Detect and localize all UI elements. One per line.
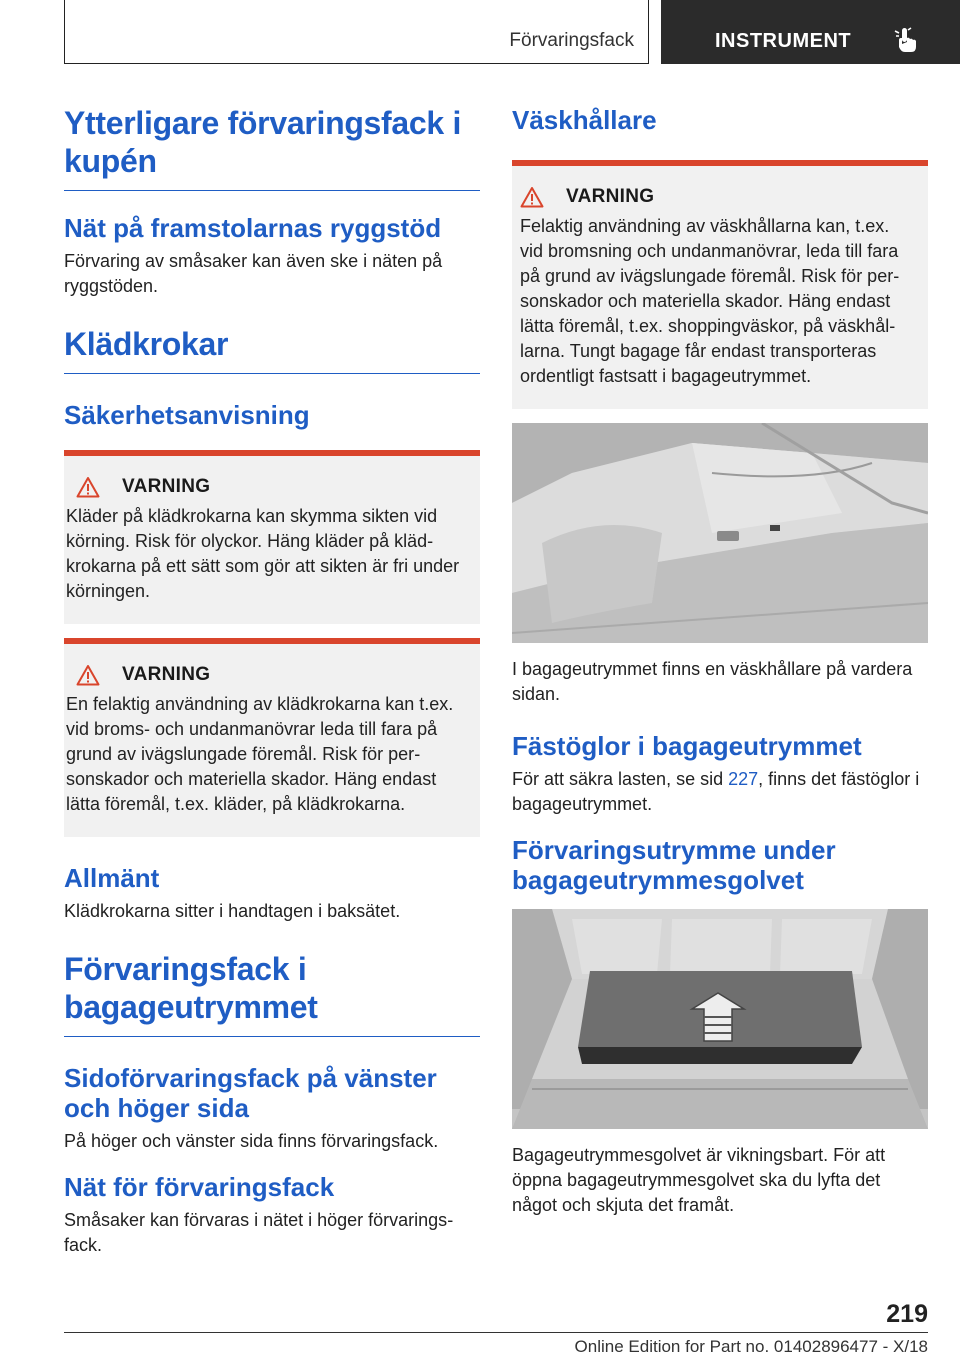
text-storage-net: Småsaker kan förvaras i nätet i höger förvaringsfack.: [64, 1210, 454, 1255]
footer-divider: [64, 1332, 928, 1333]
divider: [64, 1036, 480, 1037]
header-chapter-box: [661, 0, 960, 64]
header-section-title: Förvaringsfack: [509, 30, 634, 51]
text-general: Klädkrokarna sitter i handtagen i baksätet.: [64, 901, 401, 921]
hand-pointer-icon: [893, 26, 921, 54]
text-seatback-net: Förvaring av småsaker kan även ske i näten på ryggstöden.: [64, 251, 443, 296]
page-number: 219: [886, 1300, 928, 1328]
heading-coat-hooks: Klädkrokar: [64, 326, 229, 362]
heading-luggage-storage: Förvaringsfack i bagageutrymmet: [64, 951, 318, 1025]
header-chapter-title: INSTRUMENT: [715, 30, 852, 52]
bag-holder-illustration: [512, 423, 928, 643]
underfloor-storage-illustration: [512, 909, 928, 1129]
text-lashing-eyes: [512, 767, 928, 817]
heading-underfloor-storage: Förvaringsutrymme under bagageutrymmesgolvet: [512, 835, 836, 895]
warning-text: En felaktig användning av klädkrokarna kan t.ex. vid broms- och undanmanövrar leda till fara på grund av ivägslungade föremål. Risk för personskador och materiella skador. Häng endast lätta föremål, t.ex. kläder, på klädkrokarna.: [66, 694, 454, 814]
text-side-storage: På höger och vänster sida finns förvaringsfack.: [64, 1131, 439, 1151]
warning-header: [512, 186, 918, 208]
heading-general: Allmänt: [64, 863, 160, 893]
left-column: [64, 104, 480, 1258]
heading-seatback-net: Nät på framstolarnas ryggstöd: [64, 213, 442, 243]
footer-edition: Online Edition for Part no. 01402896477 - X/18: [574, 1337, 928, 1356]
warning-box-bag-holder: [512, 160, 928, 409]
warning-triangle-icon: [76, 476, 100, 498]
text-bag-holder: I bagageutrymmet finns en väskhållare på vardera sidan.: [512, 659, 913, 704]
warning-header: [64, 664, 470, 686]
text-fragment: För att säkra lasten, se sid: [512, 769, 729, 789]
warning-box-coat-hooks-objects: [64, 638, 480, 837]
heading-safety: Säkerhetsanvisning: [64, 400, 310, 430]
right-column: [512, 104, 928, 1218]
text-fragment: , finns det fästöglor i bagageutrymmet.: [512, 769, 920, 814]
warning-title: VARNING: [122, 664, 211, 685]
warning-text: Felaktig användning av väskhållarna kan, t.ex. vid bromsning och undanmanövrar, leda till fara på grund av ivägslungade föremål. Risk för personskador och materiella skador. Häng endast lätta föremål, t.ex. shoppingväskor, på väskhållarna. Tungt bagage får endast transporteras ordentligt fastsatt i bagageutrymmet.: [520, 216, 900, 386]
heading-storage-net: Nät för förvaringsfack: [64, 1172, 335, 1202]
page-reference-link[interactable]: 227: [728, 769, 759, 789]
divider: [64, 373, 480, 374]
warning-title: VARNING: [566, 186, 655, 207]
warning-title: VARNING: [122, 476, 211, 497]
heading-bag-holder: Väskhållare: [512, 105, 657, 135]
header-section-box: [64, 0, 649, 64]
divider: [64, 190, 480, 191]
warning-text: Kläder på klädkrokarna kan skymma sikten vid körning. Risk för olyckor. Häng kläder på klädkrokarna på ett sätt som gör att sikten är fri under körningen.: [66, 506, 460, 601]
warning-triangle-icon: [520, 186, 544, 208]
heading-additional-storage: Ytterligare förvaringsfack i kupén: [64, 105, 462, 179]
heading-lashing-eyes: Fästöglor i bagageutrymmet: [512, 731, 862, 761]
text-underfloor-storage: Bagageutrymmesgolvet är vikningsbart. För att öppna bagageutrymmesgolvet ska du lyfta det något och skjuta det framåt.: [512, 1145, 886, 1215]
warning-box-coat-hooks-visibility: [64, 450, 480, 624]
warning-header: [64, 476, 470, 498]
heading-side-storage: Sidoförvaringsfack på vänster och höger sida: [64, 1063, 437, 1123]
warning-triangle-icon: [76, 664, 100, 686]
